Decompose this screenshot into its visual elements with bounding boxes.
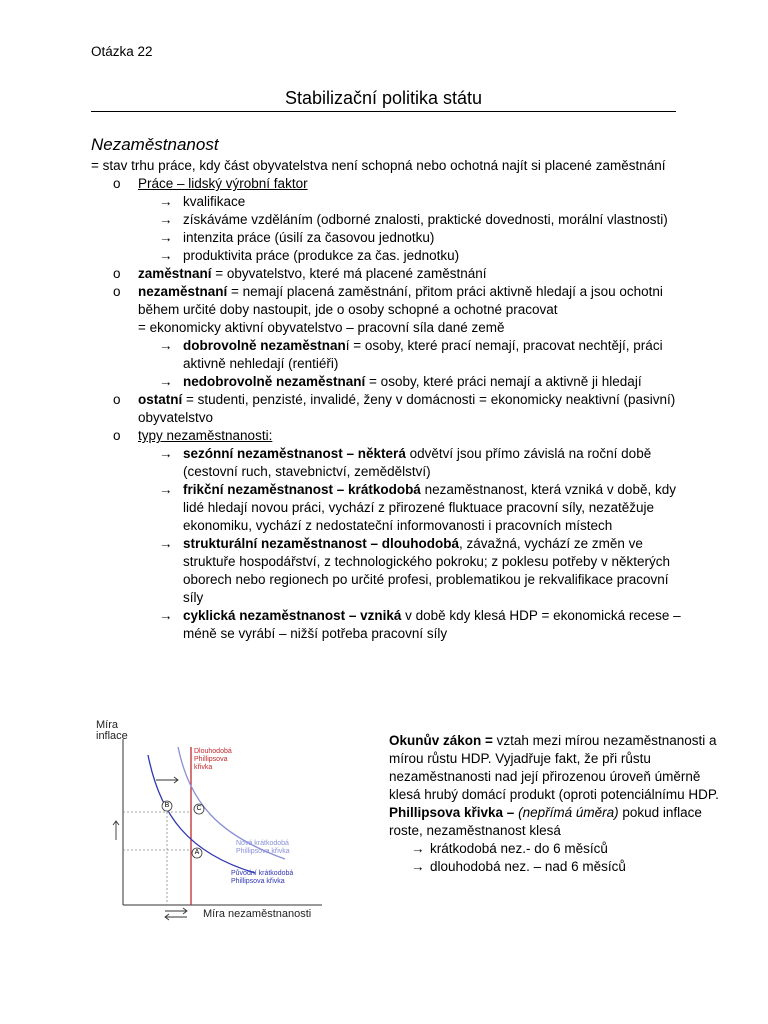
question-number: Otázka 22 (91, 44, 153, 59)
term: nezaměstnaní (138, 284, 228, 299)
item-label: typy nezaměstnanosti: (138, 428, 273, 443)
list-item-zamestnani (91, 265, 681, 283)
bullet-icon: o (113, 392, 121, 407)
sub-item (91, 373, 681, 391)
term: zaměstnaní (138, 266, 212, 281)
arrow-icon: → (159, 338, 173, 353)
sub-item (91, 607, 681, 643)
new-curve-label: Nová krátkodobá (236, 840, 289, 847)
sub-item (389, 858, 734, 876)
bullet-icon: o (113, 176, 121, 191)
arrow-icon: → (411, 841, 425, 856)
list-item-nezamestnani (91, 283, 681, 319)
sub-item (389, 840, 734, 858)
sub-item (91, 535, 681, 607)
phillips-curve-graphic (90, 715, 340, 925)
sub-item (91, 247, 681, 265)
sub-item (91, 337, 681, 373)
main-content (91, 134, 681, 643)
term-definition: í = osoby, které prací nemají, pracovat nechtějí, práci aktivně nehledají (rentiéři) (183, 338, 663, 371)
orig-curve-label: Původní krátkodobá (231, 870, 294, 877)
bullet-icon: o (113, 428, 121, 443)
y-axis-label: inflace (96, 730, 128, 742)
arrow-icon: → (159, 374, 173, 389)
section-heading: Nezaměstnanost (91, 135, 219, 154)
long-run-label: Dlouhodobá (194, 748, 232, 755)
term: sezónní nezaměstnanost – některá (183, 446, 406, 461)
sub-item-text: dlouhodobá nez. – nad 6 měsíců (430, 859, 626, 874)
term-definition: vztah mezi mírou nezaměstnanosti a mírou růstu HDP. Vyjadřuje fakt, že při růstu nezaměstnanosti nad její přirozenou úroveň úměrně klesá hrubý domácí produkt (oproti potenciálnímu HDP. (389, 733, 719, 802)
point-b-label: B (164, 802, 170, 809)
sub-item (91, 229, 681, 247)
x-axis-label: Míra nezaměstnanosti (203, 908, 312, 920)
arrow-icon: → (159, 230, 173, 245)
sub-item-text: kvalifikace (183, 194, 246, 209)
term: Phillipsova křivka – (389, 805, 515, 820)
term-definition: pokud inflace roste, nezaměstnanost klesá (389, 805, 702, 838)
term-extra: = ekonomicky aktivní obyvatelstvo – pracovní síla dané země (138, 320, 505, 335)
term-definition: = studenti, penzisté, invalidé, ženy v domácnosti = ekonomicky neaktivní (pasivní) obyvatelstvo (138, 392, 676, 425)
term-definition: odvětví jsou přímo závislá na roční době (cestovní ruch, stavebnictví, zemědělství) (183, 446, 652, 479)
sub-item (91, 211, 681, 229)
term-definition: = nemají placená zaměstnání, přitom práci aktivně hledají a jsou ochotni během určité doby nastoupit, jde o osoby schopné a ochotné pracovat (138, 284, 663, 317)
sub-item (91, 445, 681, 481)
sub-item-text: získáváme vzděláním (odborné znalosti, praktické dovednosti, morální vlastnosti) (183, 212, 668, 227)
phillips-curve-figure (90, 715, 340, 925)
term: ostatní (138, 392, 183, 407)
long-run-label: křivka (194, 764, 213, 771)
term-note: (nepřímá úměra) (514, 805, 619, 820)
term: strukturální nezaměstnanost – dlouhodobá (183, 536, 460, 551)
arrow-icon: → (159, 536, 173, 551)
orig-curve-label: Phillipsova křivka (231, 878, 285, 885)
title-divider (91, 111, 676, 112)
term: frikční nezaměstnanost – krátkodobá (183, 482, 421, 497)
term: cyklická nezaměstnanost – vzniká (183, 608, 402, 623)
term-definition: v době kdy klesá HDP = ekonomická recese – méně se vyrábí – nižší potřeba pracovní síly (183, 608, 681, 641)
page-title: Stabilizační politika státu (284, 88, 483, 108)
y-axis-label: Míra (96, 719, 118, 731)
term: nedobrovolně nezaměstnaní (183, 374, 366, 389)
sub-item (91, 193, 681, 211)
point-c-label: C (196, 805, 202, 812)
okun-law (389, 732, 734, 804)
arrow-icon: → (411, 859, 425, 874)
sub-item-text: intenzita práce (úsilí za časovou jednotku) (183, 230, 435, 245)
sub-item (91, 481, 681, 535)
term-definition: nezaměstnanost, která vzniká v době, kdy lidé hledají novou práci, vychází z přirozené fluktuace pracovní síly, nezatěžuje ekonomiku, vychází z nedostateční informovanosti i pracovních místech (183, 482, 676, 533)
term-definition: = osoby, které práci nemají a aktivně ji hledají (365, 374, 642, 389)
arrow-icon: → (159, 212, 173, 227)
arrow-icon: → (159, 446, 173, 461)
bullet-icon: o (113, 266, 121, 281)
term-definition: = obyvatelstvo, které má placené zaměstnání (211, 266, 487, 281)
arrow-icon: → (159, 194, 173, 209)
section-definition: = stav trhu práce, kdy část obyvatelstva není schopná nebo ochotná najít si placené zaměstnání (91, 158, 666, 173)
arrow-icon: → (159, 248, 173, 263)
list-item-typy (91, 427, 681, 445)
sub-item-text: krátkodobá nez.- do 6 měsíců (430, 841, 608, 856)
new-curve-label: Phillipsova křivka (236, 848, 290, 855)
sub-item-text: produktivita práce (produkce za čas. jednotku) (183, 248, 460, 263)
long-run-label: Phillipsova (194, 756, 228, 763)
right-column (389, 732, 734, 876)
point-a-label: A (194, 849, 200, 856)
term-definition: , závažná, vychází ze změn ve struktuře hospodářství, z technologického pokroku; z poklesu potřeby v některých oborech nebo regionech po určité profesi, problematikou je rekvalifikace pracovní síly (183, 536, 671, 605)
arrow-icon: → (159, 482, 173, 497)
phillips-curve-definition (389, 804, 734, 840)
bullet-icon: o (113, 284, 121, 299)
item-label: Práce – lidský výrobní faktor (138, 176, 308, 191)
arrow-icon: → (159, 608, 173, 623)
list-item-ostatni (91, 391, 681, 427)
term: Okunův zákon = (389, 733, 493, 748)
list-item-prace (91, 175, 681, 193)
term: dobrovolně nezaměstnan (183, 338, 346, 353)
